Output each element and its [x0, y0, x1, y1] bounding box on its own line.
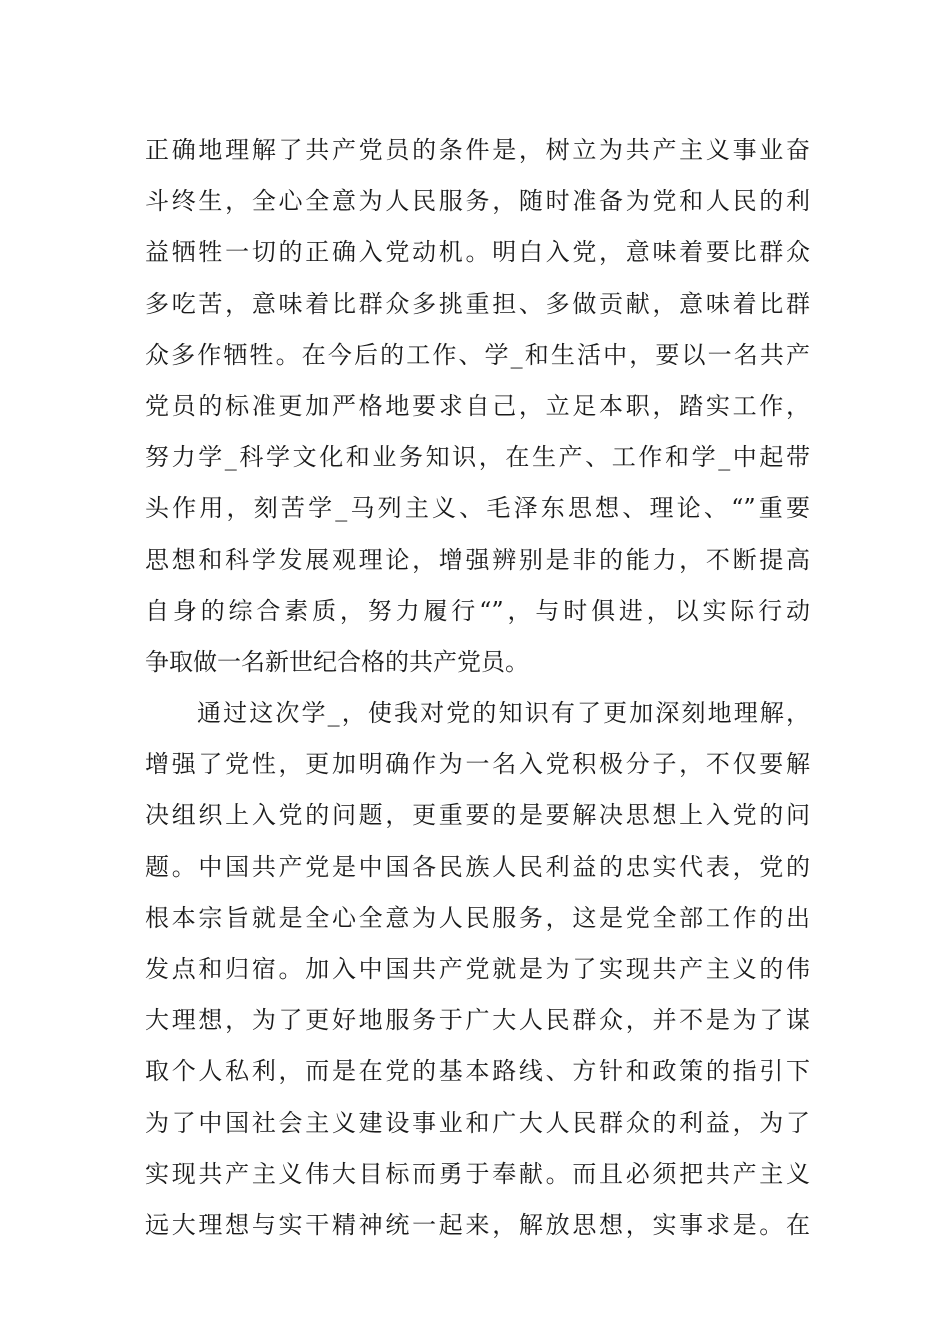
text-line: 增强了党性，更加明确作为一名入党积极分子，不仅要解 — [145, 750, 810, 779]
text-line: 远大理想与实干精神统一起来，解放思想，实事求是。在 — [145, 1210, 810, 1239]
text-line: 头作用，刻苦学_马列主义、毛泽东思想、理论、“”重要 — [145, 494, 810, 523]
text-line: 决组织上入党的问题，更重要的是要解决思想上入党的问 — [145, 801, 810, 830]
text-line: 根本宗旨就是全心全意为人民服务，这是党全部工作的出 — [145, 903, 810, 932]
text-line: 努力学_科学文化和业务知识，在生产、工作和学_中起带 — [145, 443, 810, 472]
text-line: 实现共产主义伟大目标而勇于奉献。而且必须把共产主义 — [145, 1159, 810, 1188]
text-line: 自身的综合素质，努力履行“”，与时俱进，以实际行动 — [145, 596, 810, 625]
text-line: 思想和科学发展观理论，增强辨别是非的能力，不断提高 — [145, 545, 810, 574]
paragraph-1 — [145, 125, 810, 688]
text-line: 发点和归宿。加入中国共产党就是为了实现共产主义的伟 — [145, 955, 810, 983]
text-line: 题。中国共产党是中国各民族人民利益的忠实代表，党的 — [145, 852, 810, 881]
text-line: 斗终生，全心全意为人民服务，随时准备为党和人民的利 — [145, 187, 810, 216]
text-line: 争取做一名新世纪合格的共产党员。 — [145, 647, 529, 676]
text-line: 众多作牺牲。在今后的工作、学_和生活中，要以一名共产 — [145, 340, 810, 369]
text-line: 为了中国社会主义建设事业和广大人民群众的利益，为了 — [145, 1108, 810, 1137]
paragraph-2 — [145, 688, 810, 1251]
body-text — [145, 125, 810, 1251]
text-line: 党员的标准更加严格地要求自己，立足本职，踏实工作， — [145, 391, 810, 420]
text-line: 通过这次学_，使我对党的知识有了更加深刻地理解， — [197, 699, 810, 728]
text-line: 多吃苦，意味着比群众多挑重担、多做贡献，意味着比群 — [145, 289, 810, 318]
text-line: 取个人私利，而是在党的基本路线、方针和政策的指引下 — [145, 1057, 810, 1086]
text-line: 正确地理解了共产党员的条件是，树立为共产主义事业奋 — [145, 136, 810, 164]
text-line: 益牺牲一切的正确入党动机。明白入党，意味着要比群众 — [145, 238, 810, 267]
text-line: 大理想，为了更好地服务于广大人民群众，并不是为了谋 — [145, 1006, 810, 1035]
